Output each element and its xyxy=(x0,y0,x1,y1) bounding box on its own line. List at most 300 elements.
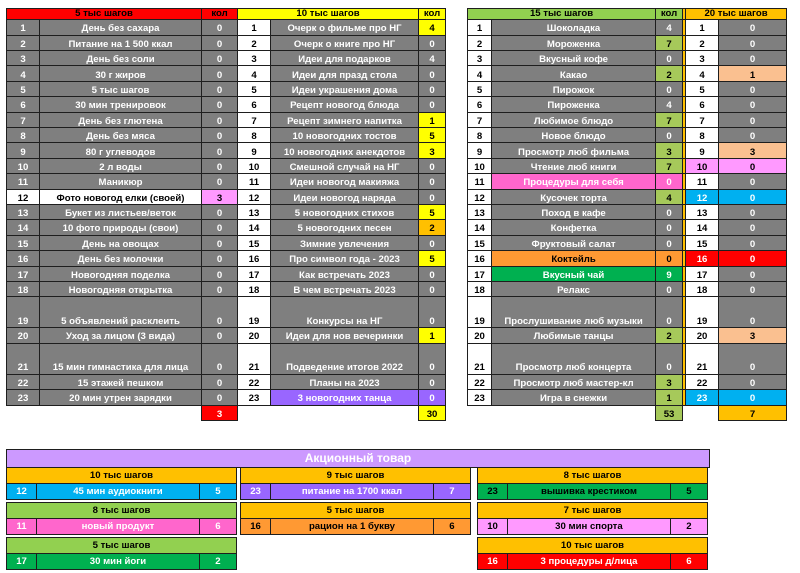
promo-task: питание на 1700 ккал xyxy=(271,484,434,500)
table-row xyxy=(7,174,787,189)
count-10k: 1 xyxy=(419,112,446,127)
task-5k: День на овощах xyxy=(40,235,202,250)
promo-count: 2 xyxy=(199,554,236,570)
count-10k: 5 xyxy=(419,128,446,143)
promo-header: 5 тыс шагов xyxy=(241,503,471,519)
task-15k: Новое блюдо xyxy=(492,128,656,143)
count-20k: 0 xyxy=(719,97,787,112)
table-row xyxy=(7,143,787,158)
row-number-20k: 15 xyxy=(686,235,719,250)
count-10k: 0 xyxy=(419,81,446,96)
row-number-10k: 21 xyxy=(238,343,271,374)
task-10k: 10 новогодних анекдотов xyxy=(271,143,419,158)
row-number-10k: 5 xyxy=(238,81,271,96)
count-20k: 0 xyxy=(719,266,787,281)
section-10k-title: 10 тыс шагов xyxy=(238,9,419,20)
task-10k: Подведение итогов 2022 xyxy=(271,343,419,374)
count-5k: 0 xyxy=(202,266,238,281)
promo-task: вышивка крестиком xyxy=(508,484,671,500)
spacer xyxy=(446,235,468,250)
task-5k: День без сахара xyxy=(40,20,202,35)
task-5k: 80 г углеводов xyxy=(40,143,202,158)
row-number-15k: 6 xyxy=(468,97,492,112)
count-5k: 0 xyxy=(202,343,238,374)
blank xyxy=(7,405,202,420)
table-row xyxy=(7,390,787,405)
count-5k: 0 xyxy=(202,66,238,81)
task-5k: 15 мин гимнастика для лица xyxy=(40,343,202,374)
table-row xyxy=(7,235,787,250)
spacer xyxy=(446,174,468,189)
count-20k: 0 xyxy=(719,51,787,66)
task-10k: Идеи для нов вечеринки xyxy=(271,328,419,343)
table-row xyxy=(7,158,787,173)
task-10k: Идеи новогод наряда xyxy=(271,189,419,204)
total-20k: 7 xyxy=(719,405,787,420)
blank xyxy=(468,405,656,420)
spacer xyxy=(446,266,468,281)
count-10k: 0 xyxy=(419,266,446,281)
count-20k: 0 xyxy=(719,220,787,235)
task-15k: Мороженка xyxy=(492,35,656,50)
count-10k: 5 xyxy=(419,204,446,219)
count-5k: 0 xyxy=(202,143,238,158)
row-number-20k: 5 xyxy=(686,81,719,96)
row-number-15k: 4 xyxy=(468,66,492,81)
row-number-15k: 15 xyxy=(468,235,492,250)
count-10k: 0 xyxy=(419,66,446,81)
row-number-20k: 13 xyxy=(686,204,719,219)
spacer xyxy=(446,158,468,173)
count-10k: 0 xyxy=(419,374,446,389)
count-20k: 0 xyxy=(719,281,787,296)
promo-task: 30 мин йоги xyxy=(37,554,200,570)
spacer xyxy=(446,251,468,266)
task-10k: 5 новогодних стихов xyxy=(271,204,419,219)
spacer xyxy=(446,9,468,20)
task-15k: Пирожок xyxy=(492,81,656,96)
count-10k: 0 xyxy=(419,390,446,405)
spacer xyxy=(446,328,468,343)
promo-count: 6 xyxy=(433,519,470,535)
promo-header: 5 тыс шагов xyxy=(7,538,237,554)
row-number-5k: 3 xyxy=(7,51,40,66)
count-15k: 0 xyxy=(656,251,683,266)
promo-task: рацион на 1 букву xyxy=(271,519,434,535)
task-15k: Просмотр люб фильма xyxy=(492,143,656,158)
table-row xyxy=(7,51,787,66)
row-number-10k: 16 xyxy=(238,251,271,266)
table-row xyxy=(7,374,787,389)
count-15k: 7 xyxy=(656,35,683,50)
task-15k: Пироженка xyxy=(492,97,656,112)
count-10k: 0 xyxy=(419,189,446,204)
row-number-20k: 21 xyxy=(686,343,719,374)
row-number-20k: 7 xyxy=(686,112,719,127)
count-20k: 0 xyxy=(719,251,787,266)
promo-count: 5 xyxy=(670,484,707,500)
count-20k: 0 xyxy=(719,204,787,219)
row-number-5k: 17 xyxy=(7,266,40,281)
count-15k: 3 xyxy=(656,143,683,158)
row-number-20k: 3 xyxy=(686,51,719,66)
count-10k: 0 xyxy=(419,235,446,250)
row-number-10k: 3 xyxy=(238,51,271,66)
table-row xyxy=(7,189,787,204)
task-5k: 10 фото природы (свои) xyxy=(40,220,202,235)
count-5k: 0 xyxy=(202,112,238,127)
count-15k: 0 xyxy=(656,281,683,296)
totals-row xyxy=(7,405,787,420)
task-5k: Уход за лицом (3 вида) xyxy=(40,328,202,343)
row-number-5k: 7 xyxy=(7,112,40,127)
section-15k-title: 15 тыс шагов xyxy=(468,9,656,20)
section-15k-kol-header: кол xyxy=(656,9,683,20)
row-number-10k: 15 xyxy=(238,235,271,250)
task-15k: Любимые танцы xyxy=(492,328,656,343)
row-number-15k: 16 xyxy=(468,251,492,266)
row-number-20k: 20 xyxy=(686,328,719,343)
row-number-15k: 3 xyxy=(468,51,492,66)
count-15k: 1 xyxy=(656,390,683,405)
count-15k: 0 xyxy=(656,343,683,374)
spacer xyxy=(446,97,468,112)
row-number-10k: 18 xyxy=(238,281,271,296)
total-15k: 53 xyxy=(656,405,683,420)
row-number-20k: 16 xyxy=(686,251,719,266)
count-20k: 3 xyxy=(719,143,787,158)
task-10k: 10 новогодних тостов xyxy=(271,128,419,143)
spacer xyxy=(446,128,468,143)
task-10k: 5 новогодних песен xyxy=(271,220,419,235)
task-5k: 30 мин тренировок xyxy=(40,97,202,112)
spacer xyxy=(446,374,468,389)
row-number-15k: 23 xyxy=(468,390,492,405)
row-number-20k: 11 xyxy=(686,174,719,189)
task-15k: Коктейль xyxy=(492,251,656,266)
task-15k: Игра в снежки xyxy=(492,390,656,405)
row-number-15k: 17 xyxy=(468,266,492,281)
table-row xyxy=(7,35,787,50)
count-10k: 4 xyxy=(419,51,446,66)
count-5k: 0 xyxy=(202,281,238,296)
task-5k: 5 объявлений расклеить xyxy=(40,297,202,328)
row-number-5k: 12 xyxy=(7,189,40,204)
count-20k: 0 xyxy=(719,128,787,143)
task-5k: День без соли xyxy=(40,51,202,66)
table-row xyxy=(7,281,787,296)
row-number-15k: 7 xyxy=(468,112,492,127)
row-number-20k: 1 xyxy=(686,20,719,35)
promo-number: 23 xyxy=(478,484,508,500)
task-5k: Букет из листьев/веток xyxy=(40,204,202,219)
count-15k: 0 xyxy=(656,297,683,328)
count-15k: 0 xyxy=(656,81,683,96)
task-15k: Релакс xyxy=(492,281,656,296)
task-15k: Вкусный чай xyxy=(492,266,656,281)
count-10k: 0 xyxy=(419,97,446,112)
count-5k: 0 xyxy=(202,374,238,389)
row-number-10k: 8 xyxy=(238,128,271,143)
row-number-15k: 9 xyxy=(468,143,492,158)
task-15k: Любимое блюдо xyxy=(492,112,656,127)
task-15k: Процедуры для себя xyxy=(492,174,656,189)
count-20k: 1 xyxy=(719,66,787,81)
count-10k: 0 xyxy=(419,281,446,296)
row-number-15k: 12 xyxy=(468,189,492,204)
count-5k: 0 xyxy=(202,128,238,143)
row-number-10k: 1 xyxy=(238,20,271,35)
promo-number: 23 xyxy=(241,484,271,500)
count-10k: 0 xyxy=(419,174,446,189)
count-15k: 7 xyxy=(656,158,683,173)
task-5k: 20 мин утрен зарядки xyxy=(40,390,202,405)
row-number-5k: 18 xyxy=(7,281,40,296)
task-15k: Фруктовый салат xyxy=(492,235,656,250)
count-20k: 0 xyxy=(719,297,787,328)
count-10k: 1 xyxy=(419,328,446,343)
row-number-5k: 21 xyxy=(7,343,40,374)
count-5k: 0 xyxy=(202,158,238,173)
count-5k: 0 xyxy=(202,390,238,405)
count-15k: 3 xyxy=(656,374,683,389)
count-10k: 5 xyxy=(419,251,446,266)
spacer xyxy=(446,297,468,328)
row-number-15k: 21 xyxy=(468,343,492,374)
count-5k: 0 xyxy=(202,81,238,96)
spacer xyxy=(446,66,468,81)
task-10k: Рецепт зимнего напитка xyxy=(271,112,419,127)
row-number-20k: 17 xyxy=(686,266,719,281)
main-grid xyxy=(6,8,787,421)
blank xyxy=(686,405,719,420)
row-number-15k: 20 xyxy=(468,328,492,343)
row-number-15k: 5 xyxy=(468,81,492,96)
row-number-15k: 8 xyxy=(468,128,492,143)
count-20k: 0 xyxy=(719,158,787,173)
count-15k: 4 xyxy=(656,189,683,204)
row-number-20k: 12 xyxy=(686,189,719,204)
promo-count: 6 xyxy=(199,519,236,535)
row-number-10k: 20 xyxy=(238,328,271,343)
spacer xyxy=(446,220,468,235)
promo-number: 16 xyxy=(478,554,508,570)
task-10k: Идеи украшения дома xyxy=(271,81,419,96)
count-10k: 0 xyxy=(419,343,446,374)
promo-count: 2 xyxy=(670,519,707,535)
row-number-5k: 13 xyxy=(7,204,40,219)
task-10k: Планы на 2023 xyxy=(271,374,419,389)
count-20k: 0 xyxy=(719,235,787,250)
spacer xyxy=(446,20,468,35)
count-20k: 3 xyxy=(719,328,787,343)
spacer xyxy=(446,343,468,374)
promo-card xyxy=(477,502,708,535)
count-10k: 0 xyxy=(419,35,446,50)
total-10k: 30 xyxy=(419,405,446,420)
task-10k: Очерк о фильме про НГ xyxy=(271,20,419,35)
task-15k: Просмотр люб концерта xyxy=(492,343,656,374)
count-20k: 0 xyxy=(719,112,787,127)
count-15k: 0 xyxy=(656,128,683,143)
row-number-5k: 5 xyxy=(7,81,40,96)
task-15k: Кусочек торта xyxy=(492,189,656,204)
table-row xyxy=(7,297,787,328)
blank xyxy=(238,405,419,420)
count-15k: 0 xyxy=(656,204,683,219)
row-number-20k: 14 xyxy=(686,220,719,235)
table-row xyxy=(7,266,787,281)
count-5k: 0 xyxy=(202,174,238,189)
task-10k: Очерк о книге про НГ xyxy=(271,35,419,50)
section-5k-kol-header: кол xyxy=(202,9,238,20)
spacer xyxy=(446,204,468,219)
row-number-5k: 6 xyxy=(7,97,40,112)
row-number-10k: 14 xyxy=(238,220,271,235)
row-number-5k: 11 xyxy=(7,174,40,189)
header-row xyxy=(7,9,787,20)
task-5k: День без мяса xyxy=(40,128,202,143)
task-10k: Идеи новогод макияжа xyxy=(271,174,419,189)
count-15k: 9 xyxy=(656,266,683,281)
promo-header: 7 тыс шагов xyxy=(478,503,708,519)
count-5k: 0 xyxy=(202,235,238,250)
count-10k: 0 xyxy=(419,158,446,173)
row-number-20k: 9 xyxy=(686,143,719,158)
count-15k: 0 xyxy=(656,235,683,250)
promo-card xyxy=(6,467,237,500)
row-number-20k: 2 xyxy=(686,35,719,50)
task-15k: Какао xyxy=(492,66,656,81)
count-5k: 0 xyxy=(202,297,238,328)
spacer xyxy=(446,35,468,50)
count-10k: 4 xyxy=(419,20,446,35)
row-number-10k: 13 xyxy=(238,204,271,219)
promo-card xyxy=(6,502,237,535)
row-number-20k: 18 xyxy=(686,281,719,296)
count-5k: 0 xyxy=(202,97,238,112)
spacer xyxy=(446,143,468,158)
table-row xyxy=(7,204,787,219)
row-number-15k: 10 xyxy=(468,158,492,173)
row-number-20k: 10 xyxy=(686,158,719,173)
row-number-5k: 16 xyxy=(7,251,40,266)
row-number-10k: 4 xyxy=(238,66,271,81)
promo-header: 10 тыс шагов xyxy=(7,468,237,484)
row-number-20k: 22 xyxy=(686,374,719,389)
promo-task: новый продукт xyxy=(37,519,200,535)
task-10k: Конкурсы на НГ xyxy=(271,297,419,328)
count-5k: 0 xyxy=(202,51,238,66)
promo-task: 3 процедуры д/лица xyxy=(508,554,671,570)
promo-task: 45 мин аудиокниги xyxy=(37,484,200,500)
row-number-15k: 18 xyxy=(468,281,492,296)
count-20k: 0 xyxy=(719,35,787,50)
promo-header: 8 тыс шагов xyxy=(7,503,237,519)
task-5k: День без глютена xyxy=(40,112,202,127)
row-number-5k: 23 xyxy=(7,390,40,405)
row-number-5k: 8 xyxy=(7,128,40,143)
total-5k: 3 xyxy=(202,405,238,420)
task-10k: Как встречать 2023 xyxy=(271,266,419,281)
count-20k: 0 xyxy=(719,174,787,189)
task-15k: Поход в кафе xyxy=(492,204,656,219)
count-15k: 4 xyxy=(656,20,683,35)
row-number-20k: 6 xyxy=(686,97,719,112)
table-row xyxy=(7,343,787,374)
task-10k: Идеи для празд стола xyxy=(271,66,419,81)
promo-number: 11 xyxy=(7,519,37,535)
count-15k: 4 xyxy=(656,97,683,112)
task-5k: Маникюр xyxy=(40,174,202,189)
table-row xyxy=(7,112,787,127)
count-15k: 7 xyxy=(656,112,683,127)
table-row xyxy=(7,220,787,235)
spacer xyxy=(446,281,468,296)
task-15k: Просмотр люб мастер-кл xyxy=(492,374,656,389)
task-10k: Идеи для подарков xyxy=(271,51,419,66)
table-row xyxy=(7,328,787,343)
row-number-15k: 11 xyxy=(468,174,492,189)
task-5k: 2 л воды xyxy=(40,158,202,173)
task-10k: Про символ года - 2023 xyxy=(271,251,419,266)
task-10k: В чем встречать 2023 xyxy=(271,281,419,296)
row-number-15k: 14 xyxy=(468,220,492,235)
row-number-10k: 10 xyxy=(238,158,271,173)
table-row xyxy=(7,20,787,35)
count-15k: 2 xyxy=(656,66,683,81)
row-number-10k: 7 xyxy=(238,112,271,127)
task-10k: Зимние увлечения xyxy=(271,235,419,250)
count-20k: 0 xyxy=(719,343,787,374)
row-number-20k: 19 xyxy=(686,297,719,328)
promo-count: 5 xyxy=(199,484,236,500)
row-number-20k: 8 xyxy=(686,128,719,143)
promo-card xyxy=(6,537,237,570)
task-15k: Шоколадка xyxy=(492,20,656,35)
row-number-5k: 15 xyxy=(7,235,40,250)
promo-card xyxy=(477,537,708,570)
row-number-10k: 2 xyxy=(238,35,271,50)
table-row xyxy=(7,128,787,143)
promo-count: 6 xyxy=(670,554,707,570)
promo-number: 12 xyxy=(7,484,37,500)
section-20k-title: 20 тыс шагов xyxy=(686,9,787,20)
row-number-5k: 22 xyxy=(7,374,40,389)
task-5k: Новогодняя поделка xyxy=(40,266,202,281)
count-20k: 0 xyxy=(719,189,787,204)
row-number-10k: 19 xyxy=(238,297,271,328)
row-number-20k: 4 xyxy=(686,66,719,81)
row-number-5k: 4 xyxy=(7,66,40,81)
promo-card xyxy=(477,467,708,500)
section-10k-kol-header: кол xyxy=(419,9,446,20)
count-10k: 3 xyxy=(419,143,446,158)
count-20k: 0 xyxy=(719,374,787,389)
row-number-5k: 10 xyxy=(7,158,40,173)
row-number-10k: 17 xyxy=(238,266,271,281)
row-number-5k: 20 xyxy=(7,328,40,343)
row-number-15k: 13 xyxy=(468,204,492,219)
count-15k: 0 xyxy=(656,220,683,235)
row-number-5k: 2 xyxy=(7,35,40,50)
spacer xyxy=(446,390,468,405)
promo-card xyxy=(240,502,471,535)
count-5k: 3 xyxy=(202,189,238,204)
task-5k: 15 этажей пешком xyxy=(40,374,202,389)
promo-header: 10 тыс шагов xyxy=(478,538,708,554)
promo-number: 17 xyxy=(7,554,37,570)
